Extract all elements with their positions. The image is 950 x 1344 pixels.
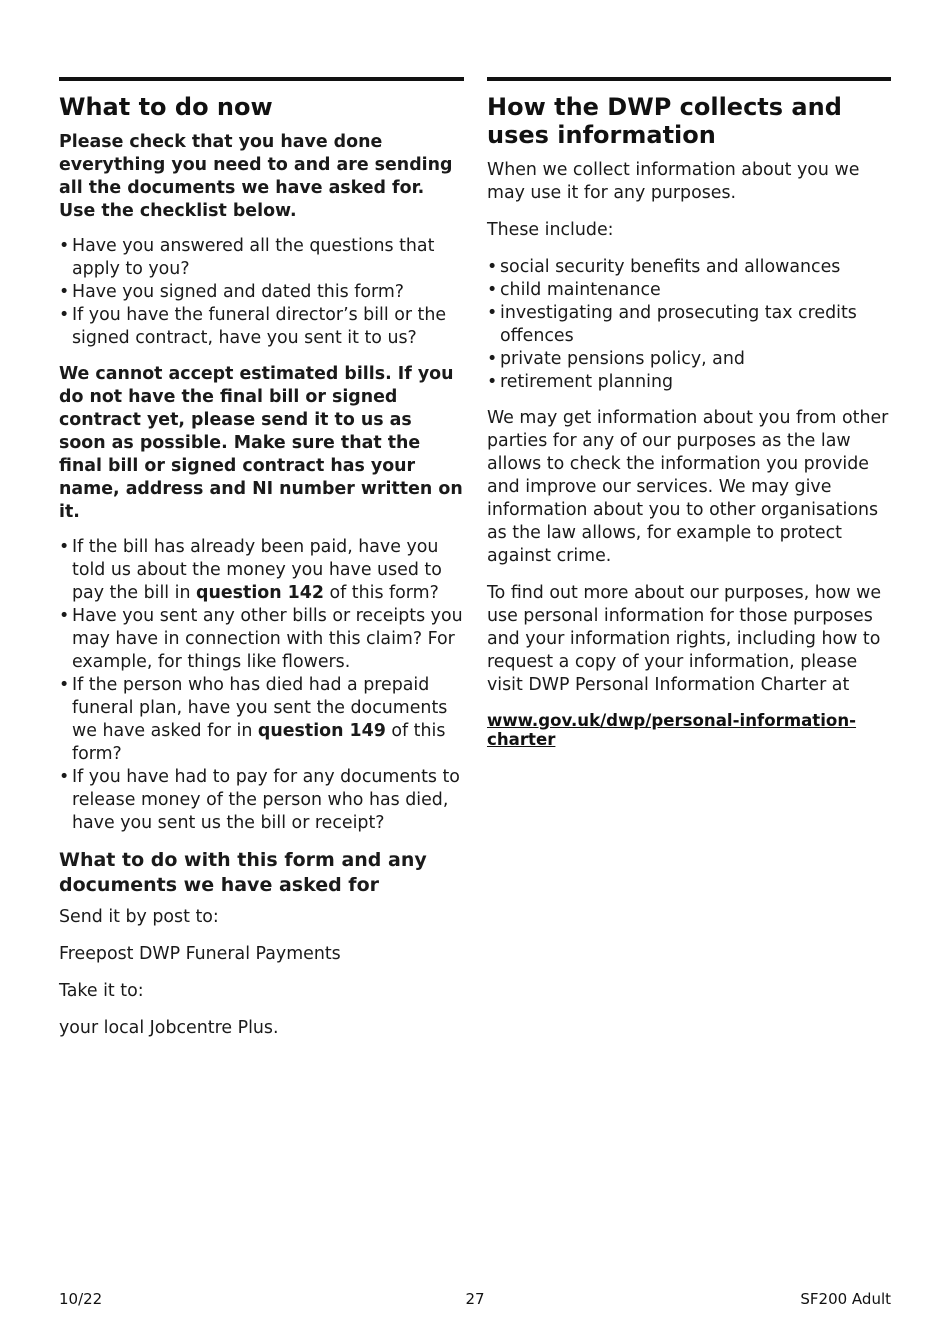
page-number: 27 [465, 1290, 485, 1308]
list-item-text: If the person who has died had a prepaid funeral plan, have you sent the documents we have asked for in [72, 675, 448, 741]
intro-paragraph: When we collect information about you we may use it for any purposes. [487, 160, 860, 203]
sharing-paragraph: We may get information about you from other parties for any of our purposes as the law allows to check the information you provide and improve our services. We may give information about you to other organisations as the law allows, for example to protect against crime. [487, 408, 889, 566]
intro-text: Please check that you have done everything you need to and are sending all the documents we have asked for. Use the checklist below. [59, 132, 453, 221]
list-item [59, 674, 464, 766]
left-column [59, 77, 464, 1054]
list-item: • investigating and prosecuting tax credits offences [487, 302, 891, 348]
list-item: • private pensions policy, and [487, 348, 891, 371]
form-code: SF200 Adult [800, 1290, 891, 1308]
question-ref: question 149 [257, 721, 386, 741]
right-column [487, 77, 891, 749]
section-rule [59, 77, 464, 81]
question-ref: question 142 [196, 583, 324, 603]
list-item: • Have you signed and dated this form? [59, 281, 464, 304]
list-item: • social security benefits and allowances [487, 256, 891, 279]
subheading-what-to-do-with-form: What to do with this form and any documents we have asked for [59, 849, 427, 896]
find-out-more-paragraph: To find out more about our purposes, how we use personal information for those purposes and your information rights, including how to request a copy of your information, please visit DWP Personal Information Charter at [487, 583, 882, 695]
section-heading-what-to-do-now: What to do now [59, 93, 273, 121]
list-item: • Have you sent any other bills or receipts you may have in connection with this claim? For example, for things like flowers. [59, 605, 464, 674]
take-label: Take it to: [59, 981, 144, 1001]
list-item: • Have you answered all the questions that apply to you? [59, 235, 464, 281]
list-item-text: of this form? [72, 721, 446, 764]
checklist-2 [59, 536, 464, 835]
list-item-text: If the bill has already been paid, have you told us about the money you have used to pay the bill in [72, 537, 442, 603]
checklist-1 [59, 235, 464, 350]
includes-list [487, 256, 891, 394]
send-address: Freepost DWP Funeral Payments [59, 944, 341, 964]
list-item: • If you have had to pay for any documents to release money of the person who has died, have you sent us the bill or receipt? [59, 766, 464, 835]
section-rule [487, 77, 891, 81]
section-heading-dwp-information: How the DWP collects and uses information [487, 93, 842, 149]
list-item: • If you have the funeral director’s bill or the signed contract, have you sent it to us? [59, 304, 464, 350]
includes-label: These include: [487, 220, 614, 240]
personal-information-charter-link[interactable]: www.gov.uk/dwp/personal-information-charter [487, 711, 857, 749]
list-item: • child maintenance [487, 279, 891, 302]
list-item: • retirement planning [487, 371, 891, 394]
footer-date: 10/22 [59, 1290, 103, 1308]
list-item-text: of this form? [323, 583, 439, 603]
estimated-bills-warning: We cannot accept estimated bills. If you do not have the final bill or signed contract yet, please send it to us as soon as possible. Make sure that the final bill or signed contract has your name, address and NI number written on it. [59, 364, 463, 522]
list-item [59, 536, 464, 605]
send-label: Send it by post to: [59, 907, 219, 927]
take-address: your local Jobcentre Plus. [59, 1018, 279, 1038]
